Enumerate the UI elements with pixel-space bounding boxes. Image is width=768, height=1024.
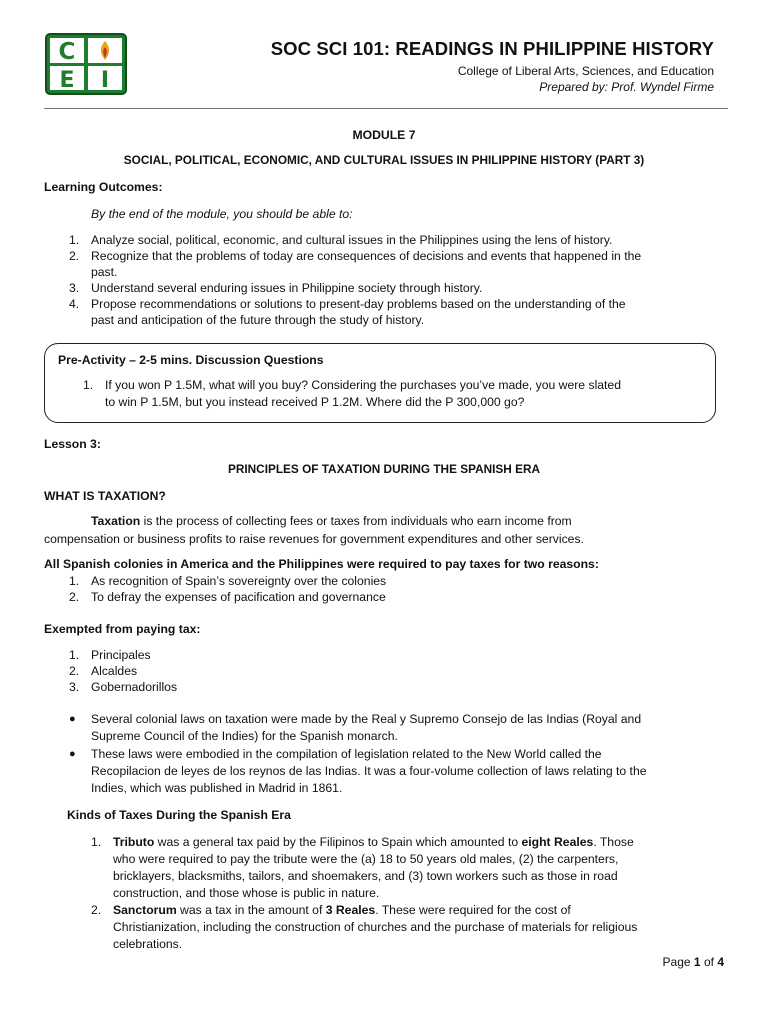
- svg-text:C: C: [58, 39, 76, 65]
- tax-kind-item: 2. Sanctorum was a tax in the amount of 3 Reales. These were required for the cost of Christianization, including the construction of churches and the purchase of materials for religious celebrations.: [91, 903, 638, 951]
- exempted-item: 1. Principales: [69, 648, 151, 662]
- two-reasons-heading: All Spanish colonies in America and the Philippines were required to pay taxes for two reasons:: [44, 557, 599, 571]
- lesson-title: PRINCIPLES OF TAXATION DURING THE SPANISH ERA: [228, 462, 540, 476]
- kinds-of-taxes-heading: Kinds of Taxes During the Spanish Era: [67, 808, 291, 822]
- discussion-question: 1. If you won P 1.5M, what will you buy? Considering the purchases you’ve made, you were slated to win P 1.5M, but you instead received P 1.2M. Where did the P 300,000 go?: [83, 378, 621, 409]
- college-logo: [44, 32, 128, 96]
- page-number: Page 1 of 4: [662, 955, 724, 969]
- laws-bullet-list: [69, 711, 647, 797]
- kinds-of-taxes-list: [91, 834, 638, 953]
- module-title: SOCIAL, POLITICAL, ECONOMIC, AND CULTURAL ISSUES IN PHILIPPINE HISTORY (PART 3): [123, 153, 645, 167]
- exempted-heading: Exempted from paying tax:: [44, 622, 201, 636]
- outcome-item: 3. Understand several enduring issues in Philippine society through history.: [69, 281, 483, 295]
- bullet-item: ● These laws were embodied in the compilation of legislation related to the New World called the Recopilacion de leyes de los reynos de las Indias. It was a four-volume collection of laws relating to the Indies, which was published in Madrid in 1861.: [69, 747, 647, 795]
- learning-outcomes-intro: By the end of the module, you should be able to:: [91, 207, 353, 221]
- reason-item: 2. To defray the expenses of pacification and governance: [69, 590, 386, 604]
- exempted-item: 3. Gobernadorillos: [69, 680, 178, 694]
- exempted-item: 2. Alcaldes: [69, 664, 138, 678]
- reasons-list: [69, 573, 387, 605]
- svg-text:I: I: [100, 68, 110, 93]
- taxation-definition: Taxation is the process of collecting fees or taxes from individuals who earn income from compensation or business profits to raise revenues for government expenditures and other services.: [44, 514, 584, 546]
- course-title: SOC SCI 101: READINGS IN PHILIPPINE HISTORY: [270, 38, 714, 59]
- pre-activity-questions: [83, 377, 621, 411]
- header-divider: [44, 108, 728, 109]
- tax-kind-item: 1. Tributo was a general tax paid by the Filipinos to Spain which amounted to eight Reales. Those who were required to pay the tribute were the (a) 18 to 50 years old males, (2) the carpenters, bricklayers, blacksmiths, tailors, and shoemakers, and (3) town workers such as those in road construction, and those whose is public in nature.: [91, 835, 634, 900]
- exempted-list: [69, 647, 178, 695]
- svg-text:E: E: [59, 68, 75, 93]
- outcome-item: 1. Analyze social, political, economic, and cultural issues in the Philippines using the lens of history.: [69, 233, 613, 247]
- section-heading-what-is-taxation: WHAT IS TAXATION?: [44, 489, 166, 503]
- outcome-item: 4. Propose recommendations or solutions to present-day problems based on the understanding of the past and anticipation of the future through the study of history.: [69, 297, 626, 327]
- pre-activity-heading: Pre-Activity – 2-5 mins. Discussion Questions: [58, 353, 324, 367]
- outcome-item: 2. Recognize that the problems of today are consequences of decisions and events that happened in the past.: [69, 249, 642, 279]
- module-number: MODULE 7: [352, 128, 416, 142]
- pre-activity-box: [44, 343, 716, 423]
- learning-outcomes-heading: Learning Outcomes:: [44, 180, 163, 194]
- college-name: College of Liberal Arts, Sciences, and Education: [457, 64, 714, 78]
- reason-item: 1. As recognition of Spain’s sovereignty over the colonies: [69, 574, 387, 588]
- lesson-number: Lesson 3:: [44, 437, 101, 451]
- prepared-by: Prepared by: Prof. Wyndel Firme: [539, 80, 714, 94]
- bullet-item: ● Several colonial laws on taxation were made by the Real y Supremo Consejo de las Indias (Royal and Supreme Council of the Indies) for the Spanish monarch.: [69, 712, 642, 743]
- learning-outcomes-list: [69, 232, 642, 328]
